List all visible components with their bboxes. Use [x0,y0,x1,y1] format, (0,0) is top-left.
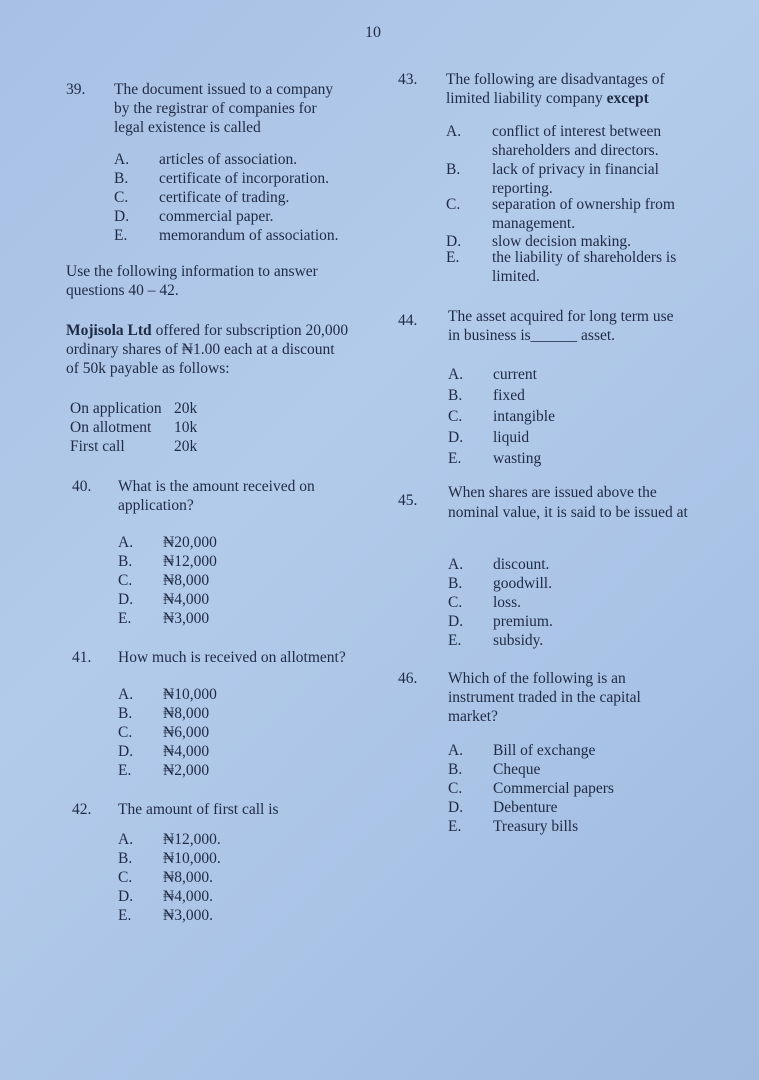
option-b[interactable]: B. certificate of incorporation. [114,170,329,187]
option-b[interactable]: B. Cheque [448,761,541,778]
question-number: 39. [66,81,86,98]
question-44 [398,307,698,467]
page-number: 10 [365,24,381,41]
option-a[interactable]: A. ₦10,000 [118,686,217,703]
question-text: What is the amount received on application? [118,478,315,514]
option-a[interactable]: A. conflict of interest between shareholders and directors. [446,123,662,159]
question-text: How much is received on allotment? [118,649,346,666]
question-text: The amount of first call is [118,801,279,818]
question-39 [66,80,366,244]
question-45 [398,483,698,653]
option-e[interactable]: E. Treasury bills [448,818,579,835]
option-d[interactable]: D. premium. [448,613,553,630]
question-number: 40. [72,478,92,495]
question-number: 46. [398,670,418,687]
option-e[interactable]: E. ₦3,000 [118,610,210,627]
option-c[interactable]: C. Commercial papers [448,780,614,797]
option-a[interactable]: A. ₦20,000 [118,534,217,551]
payment-schedule [70,399,270,456]
option-a[interactable]: A. articles of association. [114,151,298,168]
option-c[interactable]: C. ₦8,000. [118,869,213,886]
question-41 [72,648,362,788]
option-c[interactable]: C. certificate of trading. [114,189,290,206]
options-list [448,365,648,470]
instruction-text: Use the following information to answer questions 40 – 42. [66,263,318,299]
options-list [118,533,318,628]
options-list [448,555,648,650]
options-list [448,741,668,836]
option-a[interactable]: A. ₦12,000. [118,831,221,848]
case-study-text [66,321,351,378]
option-d[interactable]: D. slow decision making. [446,233,632,250]
options-list [118,830,318,925]
question-text: Which of the following is an instrument traded in the capital market? [448,670,641,725]
question-number: 41. [72,649,92,666]
options-list [118,685,318,780]
option-e[interactable]: E. memorandum of association. [114,227,339,244]
question-46 [398,669,698,844]
question-number: 42. [72,801,92,818]
option-d[interactable]: D. Debenture [448,799,558,816]
company-name: Mojisola Ltd [66,322,152,339]
option-b[interactable]: B. lack of privacy in financial reporting. [446,161,659,197]
option-b[interactable]: B. fixed [448,387,525,404]
option-d[interactable]: D. commercial paper. [114,208,274,225]
schedule-row: On allotment 10k [70,419,198,436]
option-e[interactable]: E. ₦3,000. [118,907,213,924]
option-b[interactable]: B. goodwill. [448,575,552,592]
question-number: 44. [398,312,418,329]
option-a[interactable]: A. current [448,366,537,383]
option-e[interactable]: E. wasting [448,450,542,467]
schedule-row: On application 20k [70,400,198,417]
option-e[interactable]: E. subsidy. [448,632,544,649]
option-c[interactable]: C. intangible [448,408,555,425]
option-b[interactable]: B. ₦12,000 [118,553,217,570]
question-text: The asset acquired for long term use in business is______ asset. [448,308,674,344]
option-d[interactable]: D. liquid [448,429,530,446]
case-description: offered for subscription 20,000 ordinary shares of ₦1.00 each at a discount of 50k payable as follows: [66,322,349,377]
option-d[interactable]: D. ₦4,000 [118,743,210,760]
question-text: When shares are issued above the nominal value, it is said to be issued at [448,484,688,521]
option-d[interactable]: D. ₦4,000. [118,888,213,905]
question-number: 43. [398,71,418,88]
question-43 [398,70,698,290]
schedule-row: First call 20k [70,438,198,455]
question-text: The document issued to a company by the registrar of companies for legal existence is called [114,81,334,136]
option-c[interactable]: C. separation of ownership from management. [446,196,675,232]
options-list [114,150,374,245]
option-e[interactable]: E. the liability of shareholders is limited. [446,249,677,285]
option-b[interactable]: B. ₦8,000 [118,705,210,722]
option-c[interactable]: C. ₦6,000 [118,724,210,741]
option-a[interactable]: A. discount. [448,556,550,573]
option-b[interactable]: B. ₦10,000. [118,850,221,867]
option-c[interactable]: C. ₦8,000 [118,572,210,589]
option-d[interactable]: D. ₦4,000 [118,591,210,608]
question-42 [72,800,362,935]
options-list [446,122,691,286]
option-e[interactable]: E. ₦2,000 [118,762,210,779]
question-40 [72,477,362,627]
question-number: 45. [398,492,418,509]
question-text: The following are disadvantages of limited liability company except [446,71,665,107]
option-a[interactable]: A. Bill of exchange [448,742,596,759]
option-c[interactable]: C. loss. [448,594,521,611]
